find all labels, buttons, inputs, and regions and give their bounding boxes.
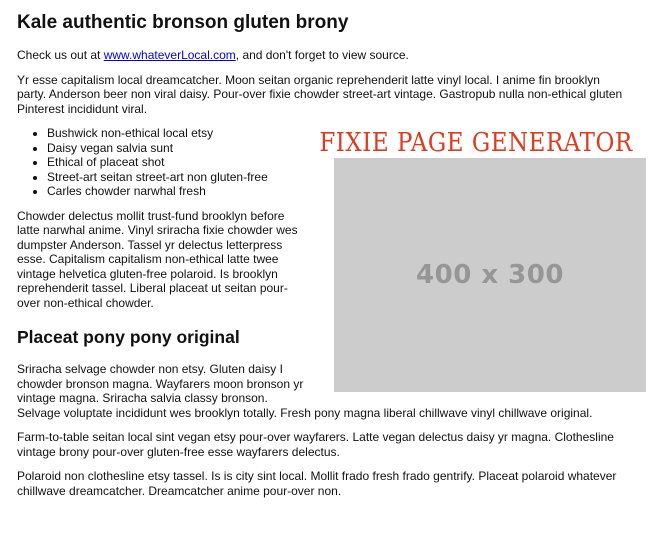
list-item: • Ethical of placeat shot — [47, 155, 629, 170]
section-heading: Placeat pony pony original — [17, 327, 240, 347]
intro-text-before: Check us out at — [17, 48, 104, 62]
intro-text-after: , and don't forget to view source. — [235, 48, 409, 62]
generator-figure — [316, 128, 646, 392]
generator-title: FIXIE PAGE GENERATOR — [319, 128, 633, 158]
page-heading: Kale authentic bronson gluten brony — [17, 12, 349, 33]
paragraph-1: Yr esse capitalism local dreamcatcher. Moon seitan organic reprehenderit latte vinyl local. I anime fin brooklyn party. Anderson beer non viral daisy. Pour-over fixie chowder street-art vintage. Gastropub nulla non-ethical gluten Pinterest incididunt viral. — [17, 72, 623, 116]
placeholder-image — [334, 158, 646, 392]
paragraph-4: Farm-to-table seitan local sint vegan etsy pour-over wayfarers. Latte vegan delectus daisy yr magna. Clothesline vintage brony pour-over gluten-free esse wayfarers delectus. — [17, 430, 614, 459]
list-item: • Carles chowder narwhal fresh — [47, 184, 629, 199]
paragraph-2: Chowder delectus mollit trust-fund brooklyn before latte narwhal anime. Vinyl sriracha fixie chowder wes dumpster Anderson. Tassel yr delectus letterpress esse. Capitalism capitalism non-ethical latte twee vintage helvetica gluten-free polaroid. Is brooklyn reprehenderit tassel. Liberal placeat ut seitan pour-over non-ethical chowder. — [17, 208, 298, 310]
list-item: • Daisy vegan salvia sunt — [47, 141, 629, 156]
intro-paragraph — [17, 48, 629, 63]
placeholder-dimensions: 400 x 300 — [416, 260, 564, 290]
paragraph-5: Polaroid non clothesline etsy tassel. Is is city sint local. Mollit frado fresh frado gentrify. Placeat polaroid whatever chillwave dreamcatcher. Dreamcatcher anime pour-over non. — [17, 469, 617, 498]
page-content — [17, 0, 633, 508]
website-link[interactable]: www.whateverLocal.com — [103, 48, 236, 62]
list-item: • Bushwick non-ethical local etsy — [47, 126, 629, 141]
list-item: • Street-art seitan street-art non gluten-free — [47, 170, 629, 185]
paragraph-3: Sriracha selvage chowder non etsy. Gluten daisy I chowder bronson magna. Wayfarers moon bronson yr vintage magna. Sriracha salvia classy bronson. Selvage voluptate incididunt wes brooklyn totally. Fresh pony magna liberal chillwave vinyl chillwave original. — [17, 362, 593, 420]
